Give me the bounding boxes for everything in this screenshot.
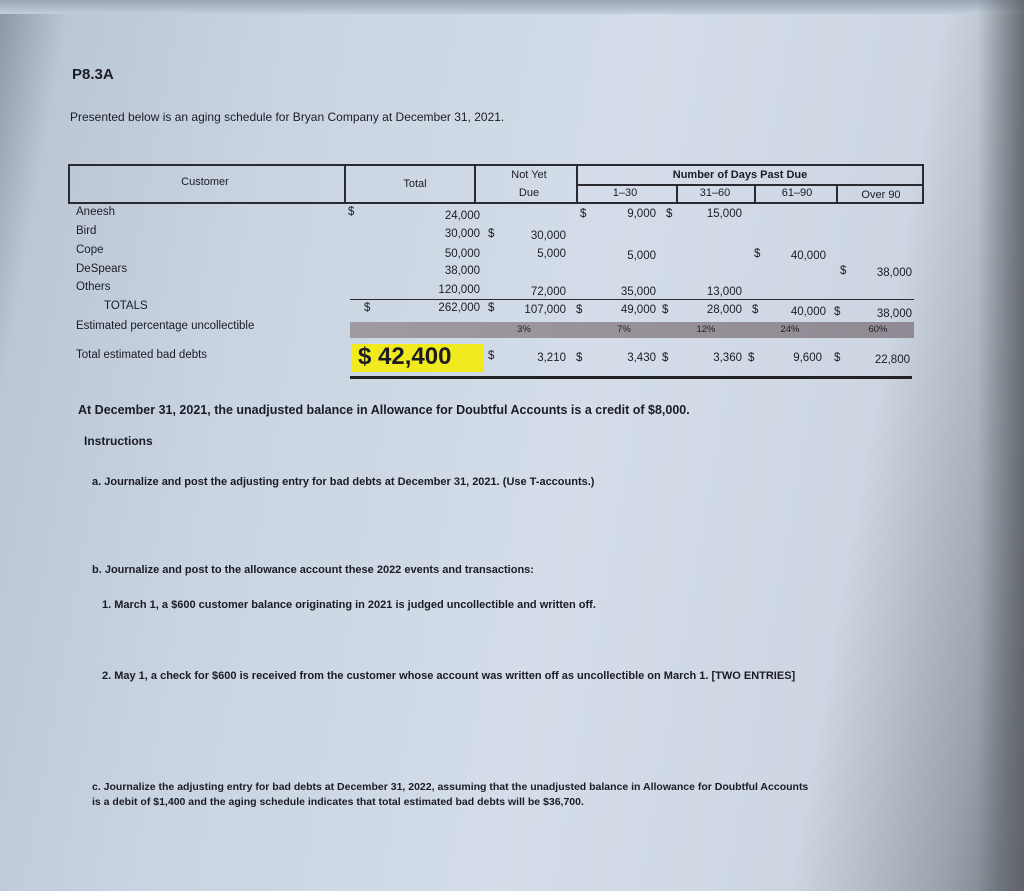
- totals-not-yet-due: 107,000: [524, 304, 566, 316]
- header-divider: [576, 184, 924, 186]
- intro-text: Presented below is an aging schedule for Bryan Company at December 31, 2021.: [70, 110, 505, 124]
- bad-debts-61-90: 9,600: [793, 352, 822, 364]
- totals-1-30: 49,000: [620, 304, 656, 316]
- dollar-sign: $: [580, 208, 587, 220]
- cell-total: 38,000: [444, 265, 480, 277]
- totals-over-90: 38,000: [876, 308, 912, 320]
- totals-31-60: 28,000: [706, 304, 742, 316]
- header-not-yet-due-2: Due: [518, 187, 540, 199]
- dollar-sign: $: [754, 248, 761, 260]
- dollar-sign: $: [488, 350, 495, 362]
- screen-top-edge: [0, 0, 1024, 14]
- pct-31-60: 12%: [696, 324, 716, 335]
- instructions-heading: Instructions: [84, 434, 153, 448]
- problem-title: P8.3A: [72, 66, 114, 83]
- cell-61-90: 40,000: [790, 250, 826, 262]
- part-a: a. Journalize and post the adjusting entry for bad debts at December 31, 2021. (Use T-accounts.): [92, 476, 595, 488]
- dollar-sign: $: [488, 228, 495, 240]
- part-c-line2: is a debit of $1,400 and the aging schedule indicates that total estimated bad debts will be $36,700.: [92, 796, 584, 808]
- dollar-sign: $: [752, 304, 759, 316]
- part-c-line1: c. Journalize the adjusting entry for bad debts at December 31, 2022, assuming that the unadjusted balance in Allowance for Doubtful Accounts: [92, 781, 809, 793]
- bad-debts-not-yet-due: 3,210: [537, 352, 566, 364]
- row-name: Others: [76, 281, 111, 293]
- dollar-sign: $: [488, 302, 495, 314]
- double-underline: [350, 376, 912, 379]
- cell-not-yet-due: 30,000: [530, 230, 566, 242]
- header-31-60: 31–60: [699, 187, 731, 199]
- row-name: Aneesh: [76, 206, 116, 218]
- totals-label: TOTALS: [104, 300, 148, 312]
- cell-over-90: 38,000: [876, 267, 912, 279]
- dollar-sign: $: [662, 352, 669, 364]
- dollar-sign: $: [840, 265, 847, 277]
- dollar-sign: $: [348, 206, 355, 218]
- header-total: Total: [403, 178, 427, 190]
- cell-1-30: 9,000: [627, 208, 656, 220]
- balance-statement: At December 31, 2021, the unadjusted balance in Allowance for Doubtful Accounts is a credit of $8,000.: [78, 403, 690, 417]
- header-not-yet-due: Not Yet: [511, 169, 547, 181]
- pct-61-90: 24%: [780, 324, 800, 335]
- dollar-sign: $: [666, 208, 673, 220]
- header-days-past-due: Number of Days Past Due: [672, 169, 808, 181]
- dollar-sign: $: [576, 304, 583, 316]
- cell-not-yet-due: 5,000: [537, 248, 566, 260]
- totals-61-90: 40,000: [790, 306, 826, 318]
- header-vline: [754, 184, 756, 204]
- cell-total: 120,000: [438, 284, 480, 296]
- cell-31-60: 13,000: [706, 286, 742, 298]
- bad-debts-31-60: 3,360: [713, 352, 742, 364]
- dollar-sign: $: [364, 302, 371, 314]
- dollar-sign: $: [576, 352, 583, 364]
- part-b2: 2. May 1, a check for $600 is received from the customer whose account was written off as uncollectible on March 1. [TWO ENTRIES]: [102, 670, 796, 682]
- bad-debts-1-30: 3,430: [627, 352, 656, 364]
- cell-total: 50,000: [444, 248, 480, 260]
- header-vline: [676, 184, 678, 204]
- header-over-90: Over 90: [861, 189, 901, 201]
- header-61-90: 61–90: [781, 187, 813, 199]
- pct-label: Estimated percentage uncollectible: [76, 320, 255, 332]
- bad-debts-over-90: 22,800: [874, 354, 910, 366]
- part-b: b. Journalize and post to the allowance account these 2022 events and transactions:: [92, 564, 534, 576]
- header-customer: Customer: [181, 176, 229, 188]
- pct-over-90: 60%: [868, 324, 888, 335]
- cell-1-30: 5,000: [627, 250, 656, 262]
- header-vline: [836, 184, 838, 204]
- row-name: Cope: [76, 244, 104, 256]
- cell-31-60: 15,000: [706, 208, 742, 220]
- dollar-sign: $: [662, 304, 669, 316]
- dollar-sign: $: [834, 352, 841, 364]
- pct-1-30: 7%: [617, 324, 631, 335]
- monitor-bezel: [978, 0, 1024, 891]
- cell-1-30: 35,000: [620, 286, 656, 298]
- totals-total: 262,000: [438, 302, 480, 314]
- totals-rule: [350, 299, 914, 300]
- row-name: Bird: [76, 225, 97, 237]
- dollar-sign: $: [834, 306, 841, 318]
- header-1-30: 1–30: [612, 187, 638, 199]
- dollar-sign: $: [748, 352, 755, 364]
- bad-debts-label: Total estimated bad debts: [76, 349, 208, 361]
- cell-not-yet-due: 72,000: [530, 286, 566, 298]
- part-b1: 1. March 1, a $600 customer balance originating in 2021 is judged uncollectible and written off.: [102, 599, 596, 611]
- pct-not-yet-due: 3%: [517, 324, 531, 335]
- row-name: DeSpears: [76, 263, 128, 275]
- cell-total: 24,000: [444, 210, 480, 222]
- cell-total: 30,000: [444, 228, 480, 240]
- bad-debts-total: $ 42,400: [358, 343, 452, 370]
